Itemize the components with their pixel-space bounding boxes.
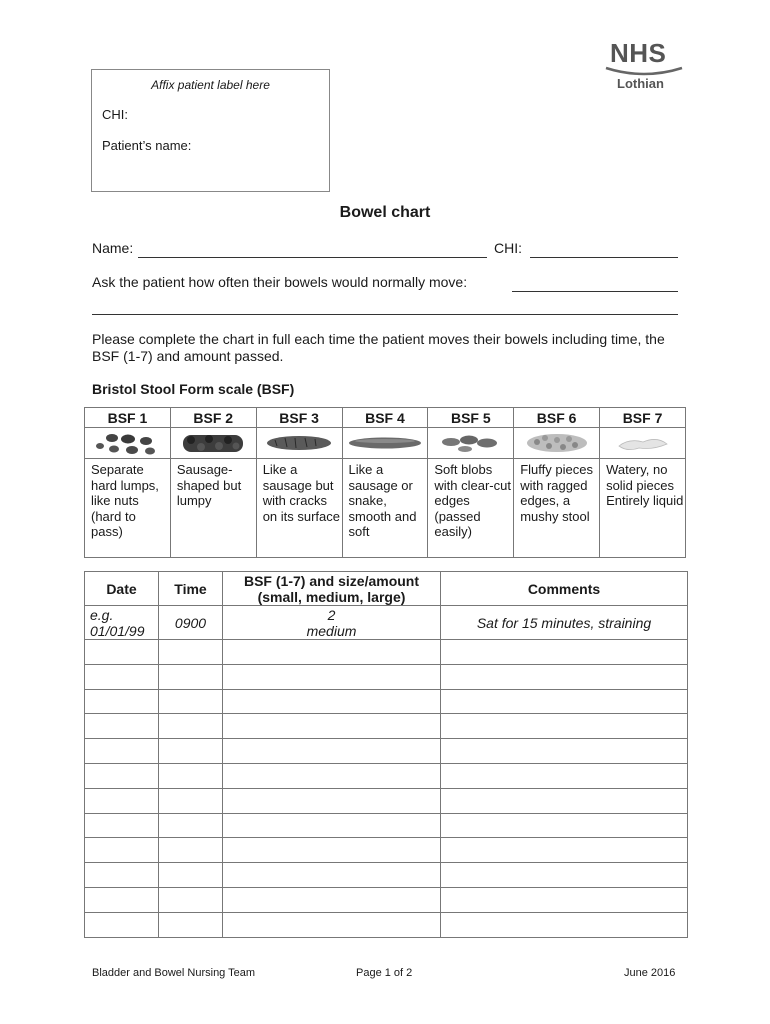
chi-label: CHI:: [494, 240, 522, 256]
comments-cell[interactable]: [441, 739, 688, 764]
date-cell[interactable]: [85, 664, 159, 689]
bsf-cell[interactable]: [223, 838, 441, 863]
patient-label-box: [91, 69, 330, 192]
bsf-heading: Bristol Stool Form scale (BSF): [92, 381, 295, 397]
bsf-1-image-cell: [85, 428, 171, 459]
bsf-cell[interactable]: [223, 763, 441, 788]
comments-cell[interactable]: [441, 788, 688, 813]
logo-nhs-text: NHS: [610, 38, 667, 68]
bowel-frequency-field[interactable]: [512, 291, 678, 292]
bsf-6-image-cell: [514, 428, 600, 459]
bsf-7-header: BSF 7: [600, 408, 686, 428]
bsf-7-watery-icon: [613, 430, 673, 456]
table-row: [85, 813, 688, 838]
table-row: [85, 714, 688, 739]
bsf-4-description: Like a sausage or snake, smooth and soft: [342, 459, 428, 558]
bsf-cell[interactable]: [223, 714, 441, 739]
comments-cell[interactable]: [441, 640, 688, 665]
bsf-cell[interactable]: [223, 887, 441, 912]
date-cell[interactable]: [85, 863, 159, 888]
time-cell[interactable]: [159, 813, 223, 838]
footer-page-number: Page 1 of 2: [356, 967, 413, 979]
footer-date: June 2016: [624, 967, 676, 979]
time-cell[interactable]: [159, 714, 223, 739]
bsf-3-image-cell: [256, 428, 342, 459]
time-cell[interactable]: [159, 838, 223, 863]
bsf-1-header: BSF 1: [85, 408, 171, 428]
comments-cell[interactable]: [441, 912, 688, 937]
bsf-cell[interactable]: [223, 788, 441, 813]
bsf-5-image-cell: [428, 428, 514, 459]
bsf-5-header: BSF 5: [428, 408, 514, 428]
time-cell[interactable]: [159, 887, 223, 912]
comments-cell[interactable]: [441, 863, 688, 888]
comments-cell[interactable]: [441, 763, 688, 788]
table-row: [85, 912, 688, 937]
bsf-2-header: BSF 2: [170, 408, 256, 428]
time-cell[interactable]: [159, 664, 223, 689]
date-cell[interactable]: [85, 788, 159, 813]
comments-cell[interactable]: [441, 838, 688, 863]
bsf-4-header: BSF 4: [342, 408, 428, 428]
bsf-1-description: Separate hard lumps, like nuts (hard to pass): [85, 459, 171, 558]
table-row: [85, 689, 688, 714]
bowel-log-table: [84, 571, 688, 938]
table-row: [85, 640, 688, 665]
bsf-2-image-cell: [170, 428, 256, 459]
comments-cell[interactable]: [441, 664, 688, 689]
comments-cell[interactable]: [441, 689, 688, 714]
bsf-6-header: BSF 6: [514, 408, 600, 428]
table-row: [85, 664, 688, 689]
example-bsf: [223, 606, 441, 640]
time-cell[interactable]: [159, 739, 223, 764]
comments-cell[interactable]: [441, 714, 688, 739]
table-row: [85, 838, 688, 863]
bsf-column-header-line2: (small, medium, large): [257, 588, 406, 605]
time-cell[interactable]: [159, 912, 223, 937]
comments-cell[interactable]: [441, 887, 688, 912]
date-cell[interactable]: [85, 714, 159, 739]
time-cell[interactable]: [159, 640, 223, 665]
example-comment: Sat for 15 minutes, straining: [441, 606, 688, 640]
bsf-scale-table: [84, 407, 686, 558]
bsf-3-cracked-sausage-icon: [265, 430, 333, 456]
date-cell[interactable]: [85, 813, 159, 838]
bsf-7-image-cell: [600, 428, 686, 459]
instructions-text: Please complete the chart in full each time the patient moves their bowels including time, the BSF (1-7) and amount passed.: [92, 331, 665, 364]
bsf-7-description: Watery, no solid pieces Entirely liquid: [600, 459, 686, 558]
date-cell[interactable]: [85, 640, 159, 665]
date-cell[interactable]: [85, 689, 159, 714]
example-row: [85, 606, 688, 640]
nhs-logo: [598, 38, 688, 93]
example-date-prefix: e.g.: [90, 606, 114, 623]
bsf-cell[interactable]: [223, 813, 441, 838]
date-column-header: Date: [85, 572, 159, 606]
date-cell[interactable]: [85, 838, 159, 863]
chi-field[interactable]: [530, 257, 678, 258]
name-label: Name:: [92, 240, 134, 256]
table-row: [85, 763, 688, 788]
bsf-3-description: Like a sausage but with cracks on its surface: [256, 459, 342, 558]
date-cell[interactable]: [85, 739, 159, 764]
time-cell[interactable]: [159, 689, 223, 714]
bsf-2-description: Sausage-shaped but lumpy: [170, 459, 256, 558]
footer-team: Bladder and Bowel Nursing Team: [92, 967, 256, 979]
bsf-4-smooth-sausage-icon: [347, 430, 423, 456]
logo-swoosh-icon: [604, 66, 684, 76]
table-row: [85, 887, 688, 912]
bsf-2-lumpy-sausage-icon: [181, 430, 245, 456]
bsf-cell[interactable]: [223, 689, 441, 714]
comments-column-header: Comments: [441, 572, 688, 606]
bsf-6-fluffy-pieces-icon: [525, 430, 589, 456]
table-row: [85, 788, 688, 813]
example-time: 0900: [159, 606, 223, 640]
example-date-value: 01/01/99: [90, 622, 145, 639]
bsf-3-header: BSF 3: [256, 408, 342, 428]
bsf-cell[interactable]: [223, 664, 441, 689]
example-amount: medium: [306, 622, 357, 639]
bsf-4-image-cell: [342, 428, 428, 459]
bsf-5-soft-blobs-icon: [439, 430, 503, 456]
bowel-frequency-field-continued[interactable]: [92, 314, 678, 315]
page-title: Bowel chart: [339, 204, 431, 221]
date-cell[interactable]: [85, 912, 159, 937]
table-row: [85, 863, 688, 888]
label-patient-name: Patient’s name:: [102, 138, 192, 153]
affix-label-text: Affix patient label here: [151, 78, 270, 92]
time-cell[interactable]: [159, 863, 223, 888]
name-field[interactable]: [138, 257, 487, 258]
bsf-cell[interactable]: [223, 863, 441, 888]
date-cell[interactable]: [85, 887, 159, 912]
bsf-column-header-line1: BSF (1-7) and size/amount: [243, 572, 420, 589]
example-bsf-value: 2: [327, 606, 336, 623]
time-column-header: Time: [159, 572, 223, 606]
example-date: [85, 606, 159, 640]
bsf-1-lumps-icon: [92, 430, 162, 456]
bowel-frequency-question: Ask the patient how often their bowels would normally move:: [92, 274, 468, 290]
time-cell[interactable]: [159, 788, 223, 813]
date-cell[interactable]: [85, 763, 159, 788]
logo-region-text: Lothian: [617, 76, 664, 91]
bsf-cell[interactable]: [223, 912, 441, 937]
label-chi: CHI:: [102, 107, 128, 122]
bsf-column-header: [223, 572, 441, 606]
time-cell[interactable]: [159, 763, 223, 788]
bsf-6-description: Fluffy pieces with ragged edges, a mushy stool: [514, 459, 600, 558]
bsf-cell[interactable]: [223, 739, 441, 764]
bsf-cell[interactable]: [223, 640, 441, 665]
comments-cell[interactable]: [441, 813, 688, 838]
table-row: [85, 739, 688, 764]
bsf-5-description: Soft blobs with clear-cut edges (passed easily): [428, 459, 514, 558]
